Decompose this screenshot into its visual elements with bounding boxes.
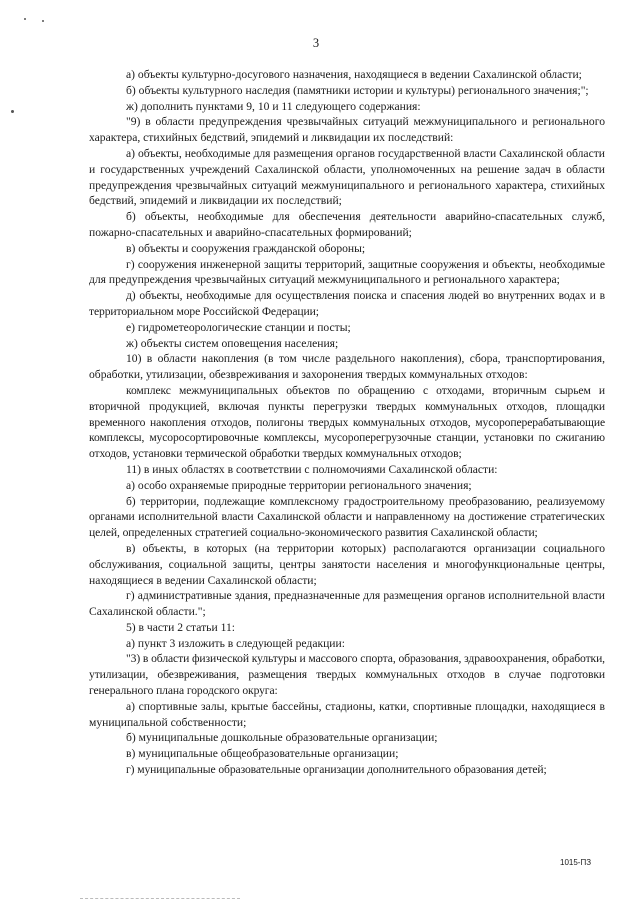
paragraph: ж) дополнить пунктами 9, 10 и 11 следующего содержания: xyxy=(126,99,421,113)
paragraph: б) территории, подлежащие комплексному градостроительному преобразованию, реализуемому органами исполнительной власти Сахалинской области и направленному на достижение стратегических целей, определенных стратегией социально-экономического развития Сахалинской области; xyxy=(89,494,605,540)
paragraph: 10) в области накопления (в том числе раздельного накопления), сбора, транспортирования, обработки, утилизации, обезвреживания и захоронения твердых коммунальных отходов: xyxy=(89,352,605,382)
paragraph: г) административные здания, предназначенные для размещения органов исполнительной власти Сахалинской области."; xyxy=(89,589,605,619)
paragraph: в) объекты, в которых (на территории которых) располагаются организации социального обслуживания, социальной защиты, центры занятости населения и многофункциональные центры, находящиеся в ведении Сахалинской области; xyxy=(89,541,605,587)
paragraph: г) сооружения инженерной защиты территорий, защитные сооружения и объекты, необходимые для предупреждения чрезвычайных ситуаций межмуниципального и регионального характера; xyxy=(89,257,605,287)
paragraph: б) муниципальные дошкольные образовательные организации; xyxy=(126,731,438,745)
paragraph: 5) в части 2 статьи 11: xyxy=(126,620,235,634)
scan-edge-line xyxy=(80,898,240,899)
paragraph: б) объекты, необходимые для обеспечения деятельности аварийно-спасательных служб, пожарно-спасательных и аварийно-спасательных формирований; xyxy=(89,210,605,239)
paragraph: ж) объекты систем оповещения населения; xyxy=(126,336,339,350)
document-code: 1015-ПЗ xyxy=(560,858,592,867)
paragraph: д) объекты, необходимые для осуществления поиска и спасения людей во внутренних водах и в территориальном море Российской Федерации; xyxy=(89,289,605,318)
paragraph: комплекс межмуниципальных объектов по обращению с отходами, вторичным сырьем и вторичной продукцией, включая пункты перегрузки твердых коммунальных отходов, площадки временного накопления отходов, полигоны твердых коммунальных отходов, мусороперерабатывающие комплексы, мусоросортировочные комплексы, мусороперегрузочные станции, установки по сжиганию отходов, установки термической обработки твердых коммунальных отходов; xyxy=(89,383,605,461)
scan-speck xyxy=(42,20,44,22)
paragraph: 11) в иных областях в соответствии с полномочиями Сахалинской области: xyxy=(126,462,498,476)
page-number: 3 xyxy=(312,36,320,50)
scan-speck xyxy=(11,110,14,113)
scan-speck xyxy=(24,18,26,20)
paragraph: "9) в области предупреждения чрезвычайных ситуаций межмуниципального и регионального характера, стихийных бедствий, эпидемий и ликвидации их последствий: xyxy=(89,115,605,145)
paragraph: а) спортивные залы, крытые бассейны, стадионы, катки, спортивные площадки, находящиеся в муниципальной собственности; xyxy=(89,699,605,729)
document-body xyxy=(89,67,605,778)
paragraph: е) гидрометеорологические станции и посты; xyxy=(126,320,351,334)
paragraph: а) особо охраняемые природные территории регионального значения; xyxy=(126,478,472,492)
paragraph: г) муниципальные образовательные организации дополнительного образования детей; xyxy=(126,763,547,777)
paragraph: "3) в области физической культуры и массового спорта, образования, здравоохранения, обработки, утилизации, обезвреживания, размещения твердых коммунальных отходов в случае подготовки генерального плана городского округа: xyxy=(89,652,605,698)
paragraph: а) пункт 3 изложить в следующей редакции: xyxy=(126,636,345,650)
paragraph: в) объекты и сооружения гражданской обороны; xyxy=(126,241,366,255)
paragraph: в) муниципальные общеобразовательные организации; xyxy=(126,747,399,761)
paragraph: б) объекты культурного наследия (памятники истории и культуры) регионального значения;"; xyxy=(126,83,589,97)
paragraph: а) объекты культурно-досугового назначения, находящиеся в ведении Сахалинской области; xyxy=(126,68,582,81)
paragraph: а) объекты, необходимые для размещения органов государственной власти Сахалинской области и государственных учреждений Сахалинской области, уполномоченных на решение задач в области предупреждения чрезвычайных ситуаций межмуниципального и регионального характера, стихийных бедствий, эпидемий и ликвидации их последствий; xyxy=(89,146,605,208)
